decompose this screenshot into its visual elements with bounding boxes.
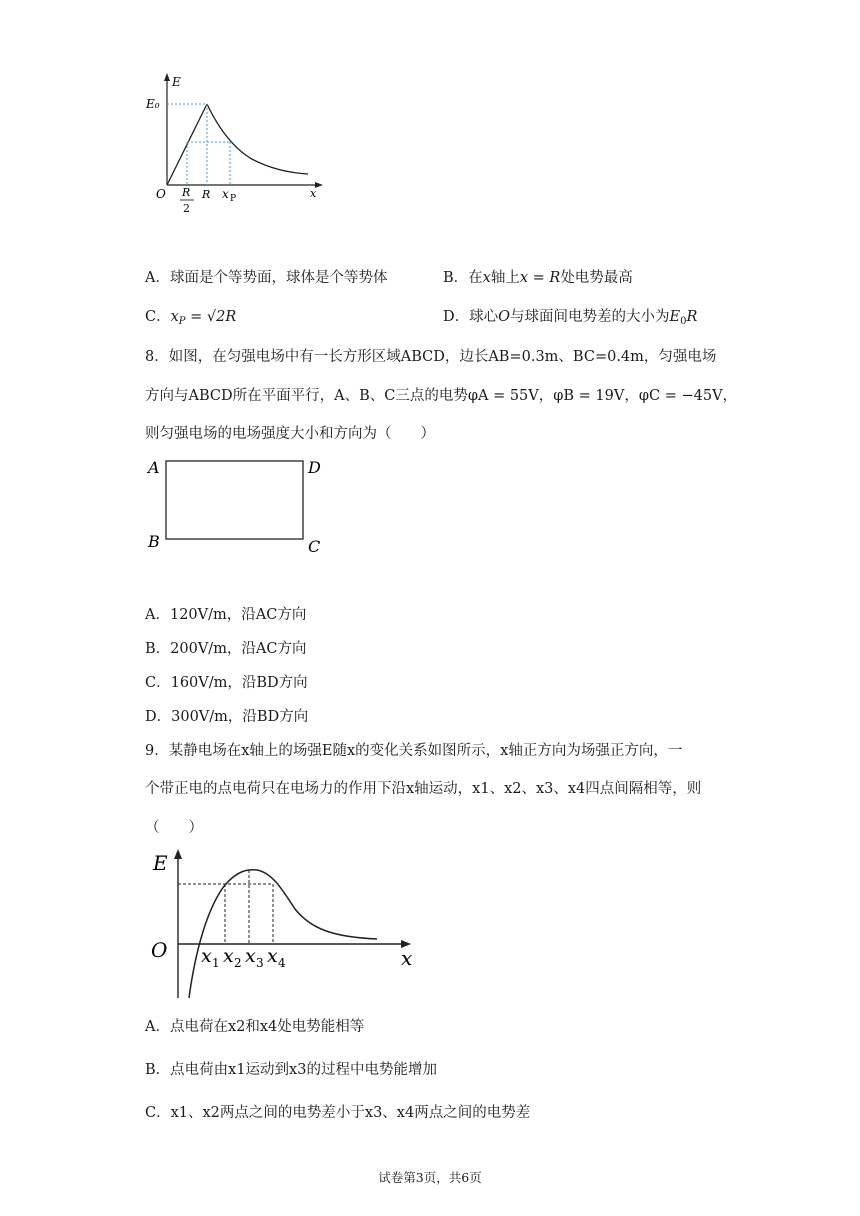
fig3-label-x2: x [223,945,234,967]
fig1-label-R-num: R [182,186,191,199]
q8-option-c: C．160V/m，沿BD方向 [145,675,308,691]
q7-d-o: O [498,309,511,325]
q7-option-b [443,266,633,287]
q9-option-a: A．点电荷在x2和x4处电势能相等 [145,1019,365,1035]
fig1-label-xP-sub: P [230,194,237,204]
q8-option-d: D．300V/m，沿BD方向 [145,709,309,725]
q7-c-pre: C． [145,309,171,325]
q7-b-post: 处电势最高 [560,270,633,286]
q7-option-c [145,305,236,327]
fig3-label-x4: x [267,945,278,967]
q7-c-sub: P [178,316,186,327]
fig2-label-A: A [148,458,160,477]
fig3-label-x: x [401,946,413,970]
figure-e-field-curve [145,843,425,1003]
q7-c-rhs: = √2R [185,309,237,325]
fig1-label-E: E [172,75,181,89]
q9-stem-line2: 个带正电的点电荷只在电场力的作用下沿x轴运动，x1、x2、x3、x4四点间隔相等，则 [145,781,702,797]
q8-option-a: A．120V/m，沿AC方向 [145,607,307,623]
q8-stem-line2: 方向与ABCD所在平面平行，A、B、C三点的电势φA = 55V，φB = 19V，φC = −45V， [145,388,738,404]
q7-d-pre: D．球心 [443,309,499,325]
fig3-sub-3: 3 [256,956,264,970]
fig3-label-x3: x [245,945,256,967]
fig1-label-O: O [156,187,166,201]
q8-stem-line1: 8．如图，在匀强电场中有一长方形区域ABCD，边长AB=0.3m、BC=0.4m，匀强电场 [145,349,717,365]
fig1-label-xP: x [222,187,229,201]
fig3-sub-2: 2 [234,956,242,970]
figure-e-field-sphere [140,70,340,220]
q7-b-mid: 轴上 [490,270,520,286]
fig3-sub-1: 1 [212,956,220,970]
q7-b-eq: x = R [519,270,561,286]
figure-rectangle-abcd [145,452,335,557]
q7-option-d [443,305,697,327]
fig1-label-E0: E₀ [146,97,160,111]
q8-option-b: B．200V/m，沿AC方向 [145,641,307,657]
fig2-label-D: D [308,458,321,477]
q9-option-c: C．x1、x2两点之间的电势差小于x3、x4两点之间的电势差 [145,1105,531,1121]
fig1-label-R: R [202,188,211,201]
q8-stem-line3: 则匀强电场的电场强度大小和方向为（ ） [145,426,435,442]
page-footer: 试卷第3页，共6页 [378,1170,482,1185]
fig3-label-O: O [151,938,168,962]
q7-d-val: E [669,309,681,325]
fig2-label-C: C [308,537,321,556]
q7-d-r: R [686,309,698,325]
q9-stem-line1: 9．某静电场在x轴上的场强E随x的变化关系如图所示，x轴正方向为场强正方向，一 [145,743,683,759]
q7-d-mid: 与球面间电势差的大小为 [510,309,670,325]
q9-option-b: B．点电荷由x1运动到x3的过程中电势能增加 [145,1062,437,1078]
fig1-label-R-den: 2 [183,202,190,215]
fig3-label-E: E [153,851,168,875]
fig3-sub-4: 4 [278,956,286,970]
fig2-label-B: B [148,532,160,551]
fig1-label-x: x [310,187,317,200]
fig3-label-x1: x [201,945,212,967]
q7-b-x: x [482,270,491,286]
q7-b-pre: B．在 [443,270,483,286]
q7-option-a: A．球面是个等势面，球体是个等势体 [145,270,388,286]
q9-stem-line3: （ ） [145,820,203,836]
q7-d-val-sub: 0 [680,316,687,327]
q7-c-x: x [170,309,179,325]
